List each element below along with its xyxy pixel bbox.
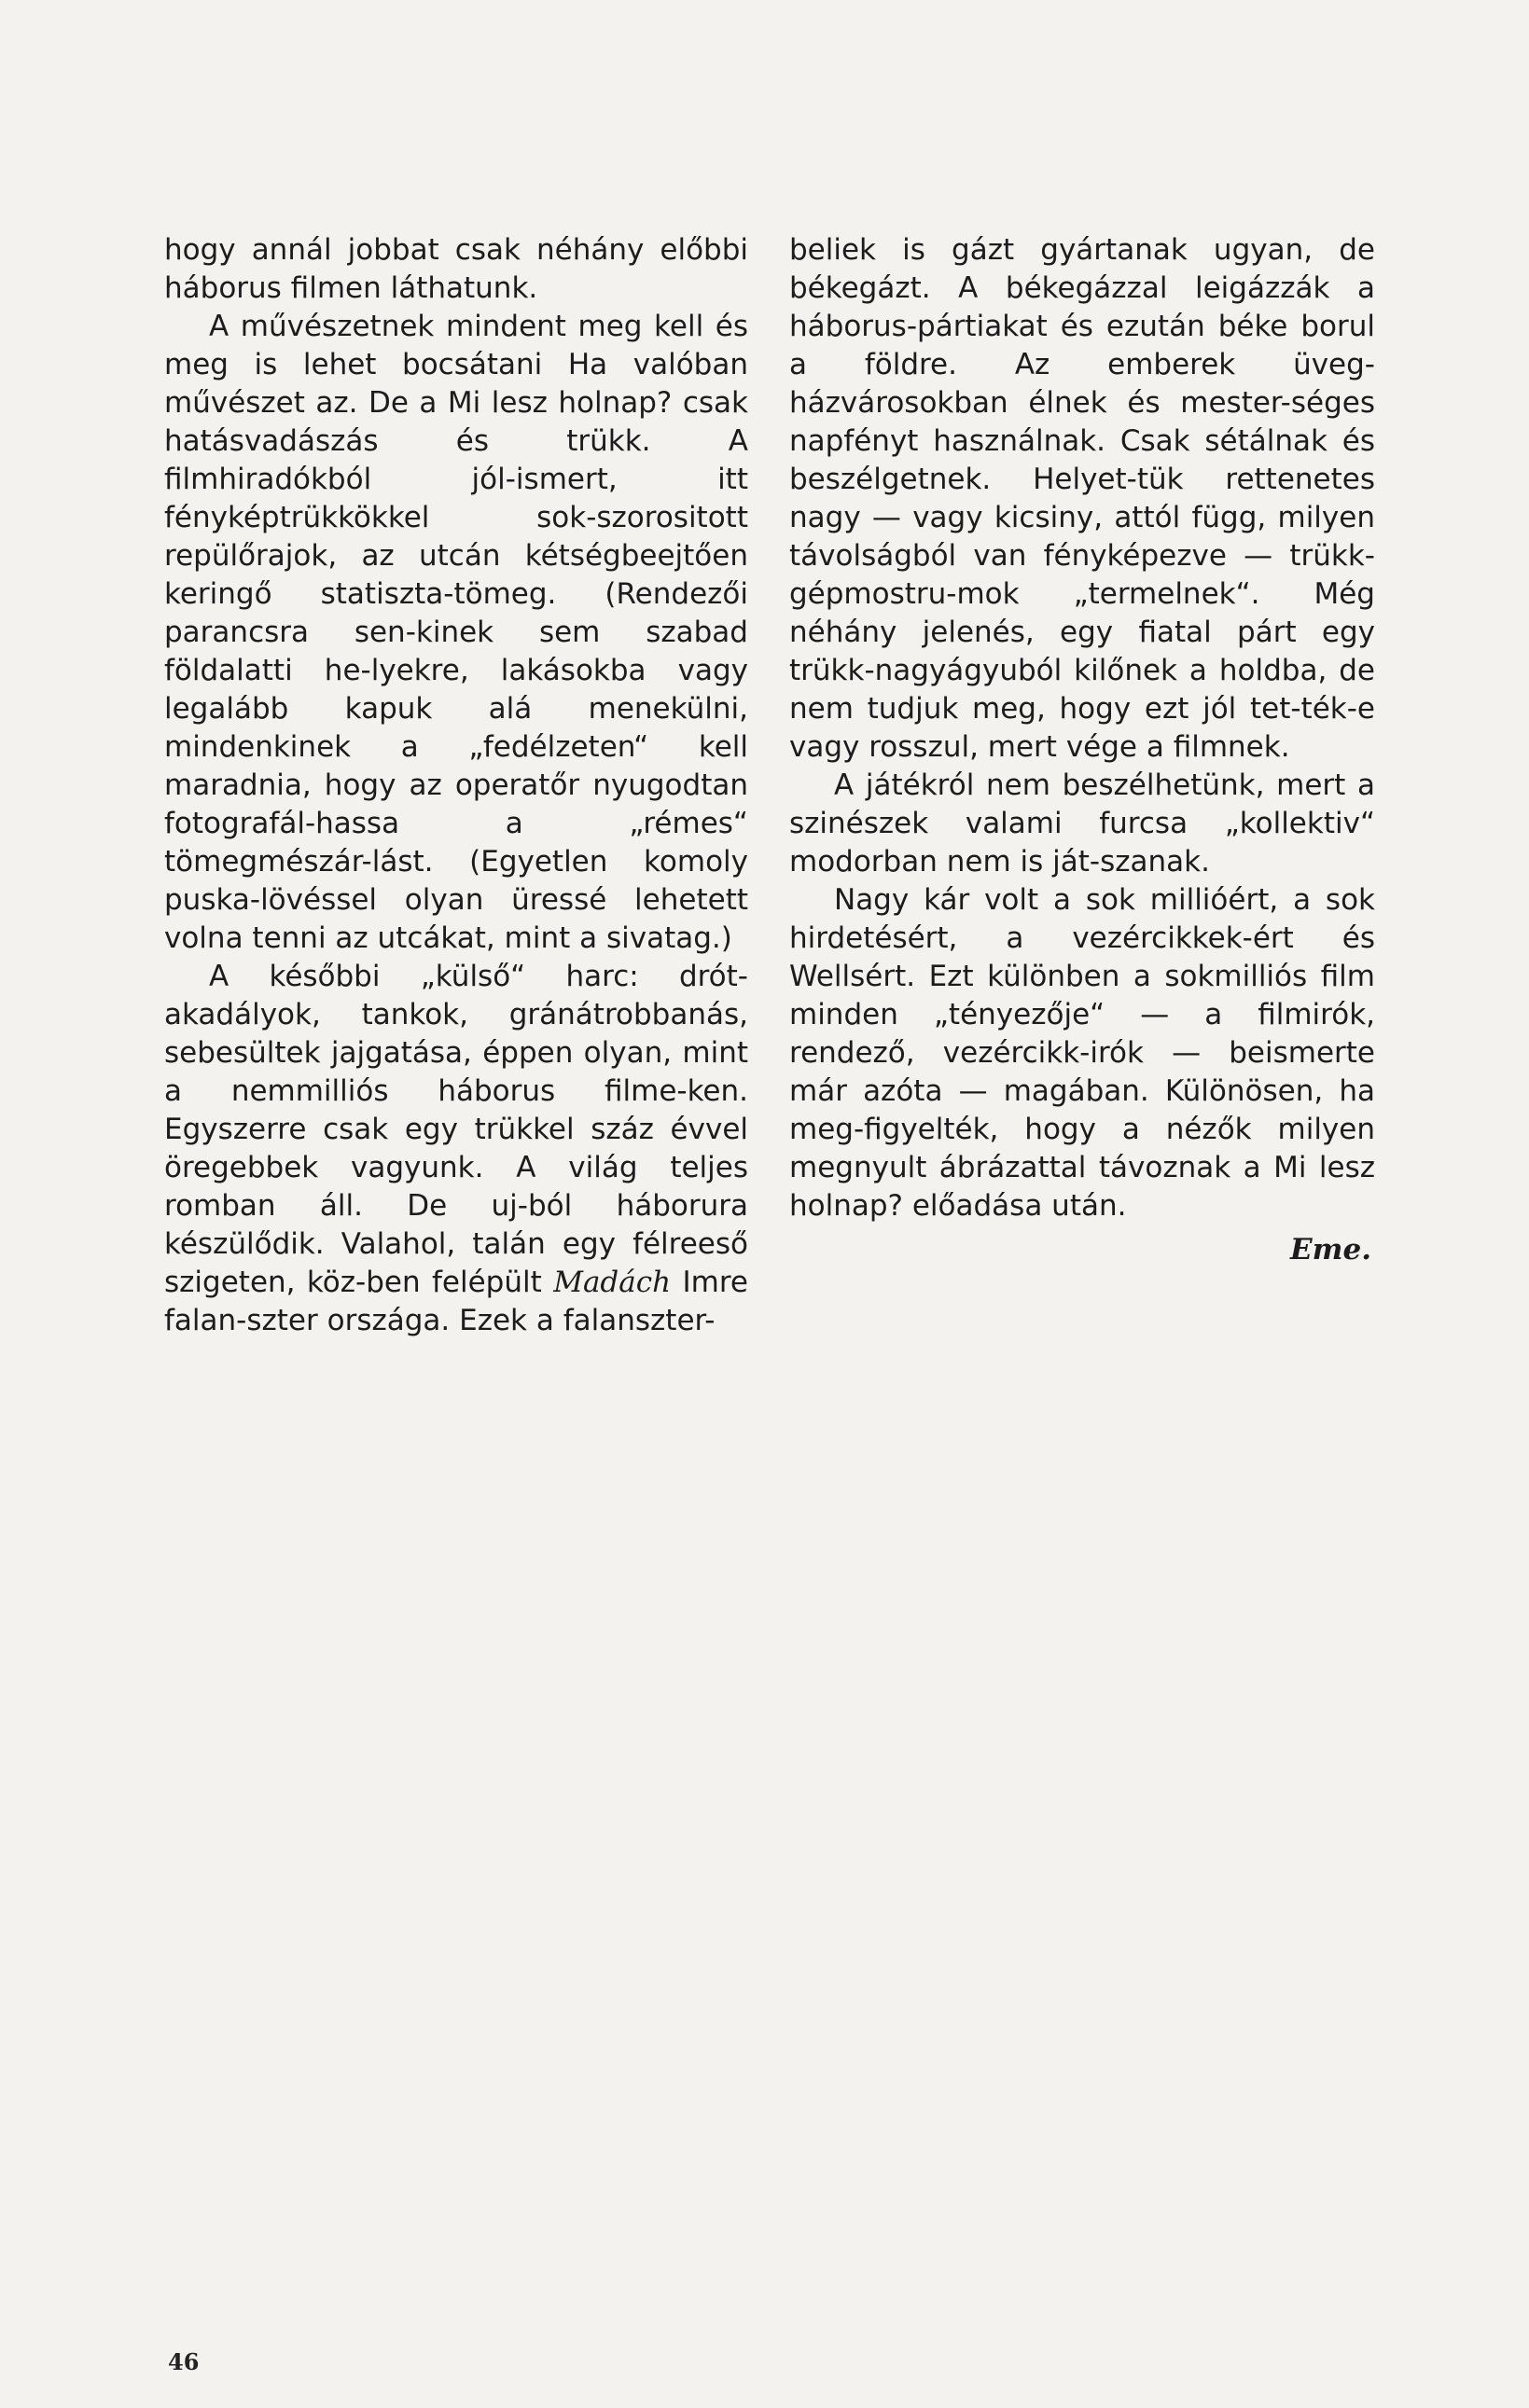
paragraph-5: A játékról nem beszélhetünk, mert a szinészek valami furcsa „kollektiv“ modorban nem is ját-szanak.: [789, 768, 1375, 879]
paragraph-3-text: A későbbi „külső“ harc: drót-akadályok, tankok, gránátrobbanás, sebesültek jajgatása, éppen olyan, mint a nemmilliós háborus filme-ken. Egyszerre csak egy trükkel száz évvel öregebbek vagyunk. A világ teljes romban áll. De uj-ból háborura készülődik. Valahol, talán egy félreeső szigeten, köz-ben felépült: [164, 960, 748, 1299]
page-number: 46: [168, 2348, 200, 2375]
paragraph-3-tail: Imre falan-szter országa. Ezek a falanszter-: [164, 1266, 748, 1337]
paragraph-4: beliek is gázt gyártanak ugyan, de békegázt. A békegázzal leigázzák a háborus-pártiakat és ezután béke borul a földre. Az emberek üveg-házvárosokban élnek és mester-séges napfényt használnak. Csak sétálnak és beszélgetnek. Helyet-tük rettenetes nagy — vagy kicsiny, attól függ, milyen távolságból van fényképezve — trükk-gépmostru-mok „termelnek“. Még néhány jelenés, egy fiatal párt egy trükk-nagyágyuból kilőnek a holdba, de nem tudjuk meg, hogy ezt jól tet-ték-e vagy rosszul, mert vége a filmnek.: [789, 233, 1375, 764]
paragraph-1: hogy annál jobbat csak néhány előbbi háborus filmen láthatunk.: [164, 233, 748, 305]
madach-name: Madách: [553, 1266, 672, 1299]
paragraph-6: Nagy kár volt a sok millióért, a sok hirdetésért, a vezércikkek-ért és Wellsért. Ezt különben a sokmilliós film minden „tényezője“ — a filmirók, rendező, vezércikk-irók — beismerte már azóta — magában. Különösen, ha meg-figyelték, hogy a nézők milyen megnyult ábrázattal távoznak a Mi lesz holnap? előadása után.: [789, 883, 1375, 1223]
left-text-column: [164, 231, 748, 1340]
right-text-column: [789, 231, 1375, 1269]
paragraph-3: [164, 958, 748, 1340]
author-signature: Eme.: [1290, 1233, 1371, 1266]
paragraph-2: A művészetnek mindent meg kell és meg is lehet bocsátani Ha valóban művészet az. De a Mi lesz holnap? csak hatásvadászás és trükk. A filmhiradókból jól-ismert, itt fényképtrükkökkel sok-szorositott repülőrajok, az utcán kétségbeejtően keringő statiszta-tömeg. (Rendezői parancsra sen-kinek sem szabad földalatti he-lyekre, lakásokba vagy legalább kapuk alá menekülni, mindenkinek a „fedélzeten“ kell maradnia, hogy az operatőr nyugodtan fotografál-hassa a „rémes“ tömegmészár-lást. (Egyetlen komoly puska-lövéssel olyan üressé lehetett volna tenni az utcákat, mint a sivatag.): [164, 310, 748, 955]
